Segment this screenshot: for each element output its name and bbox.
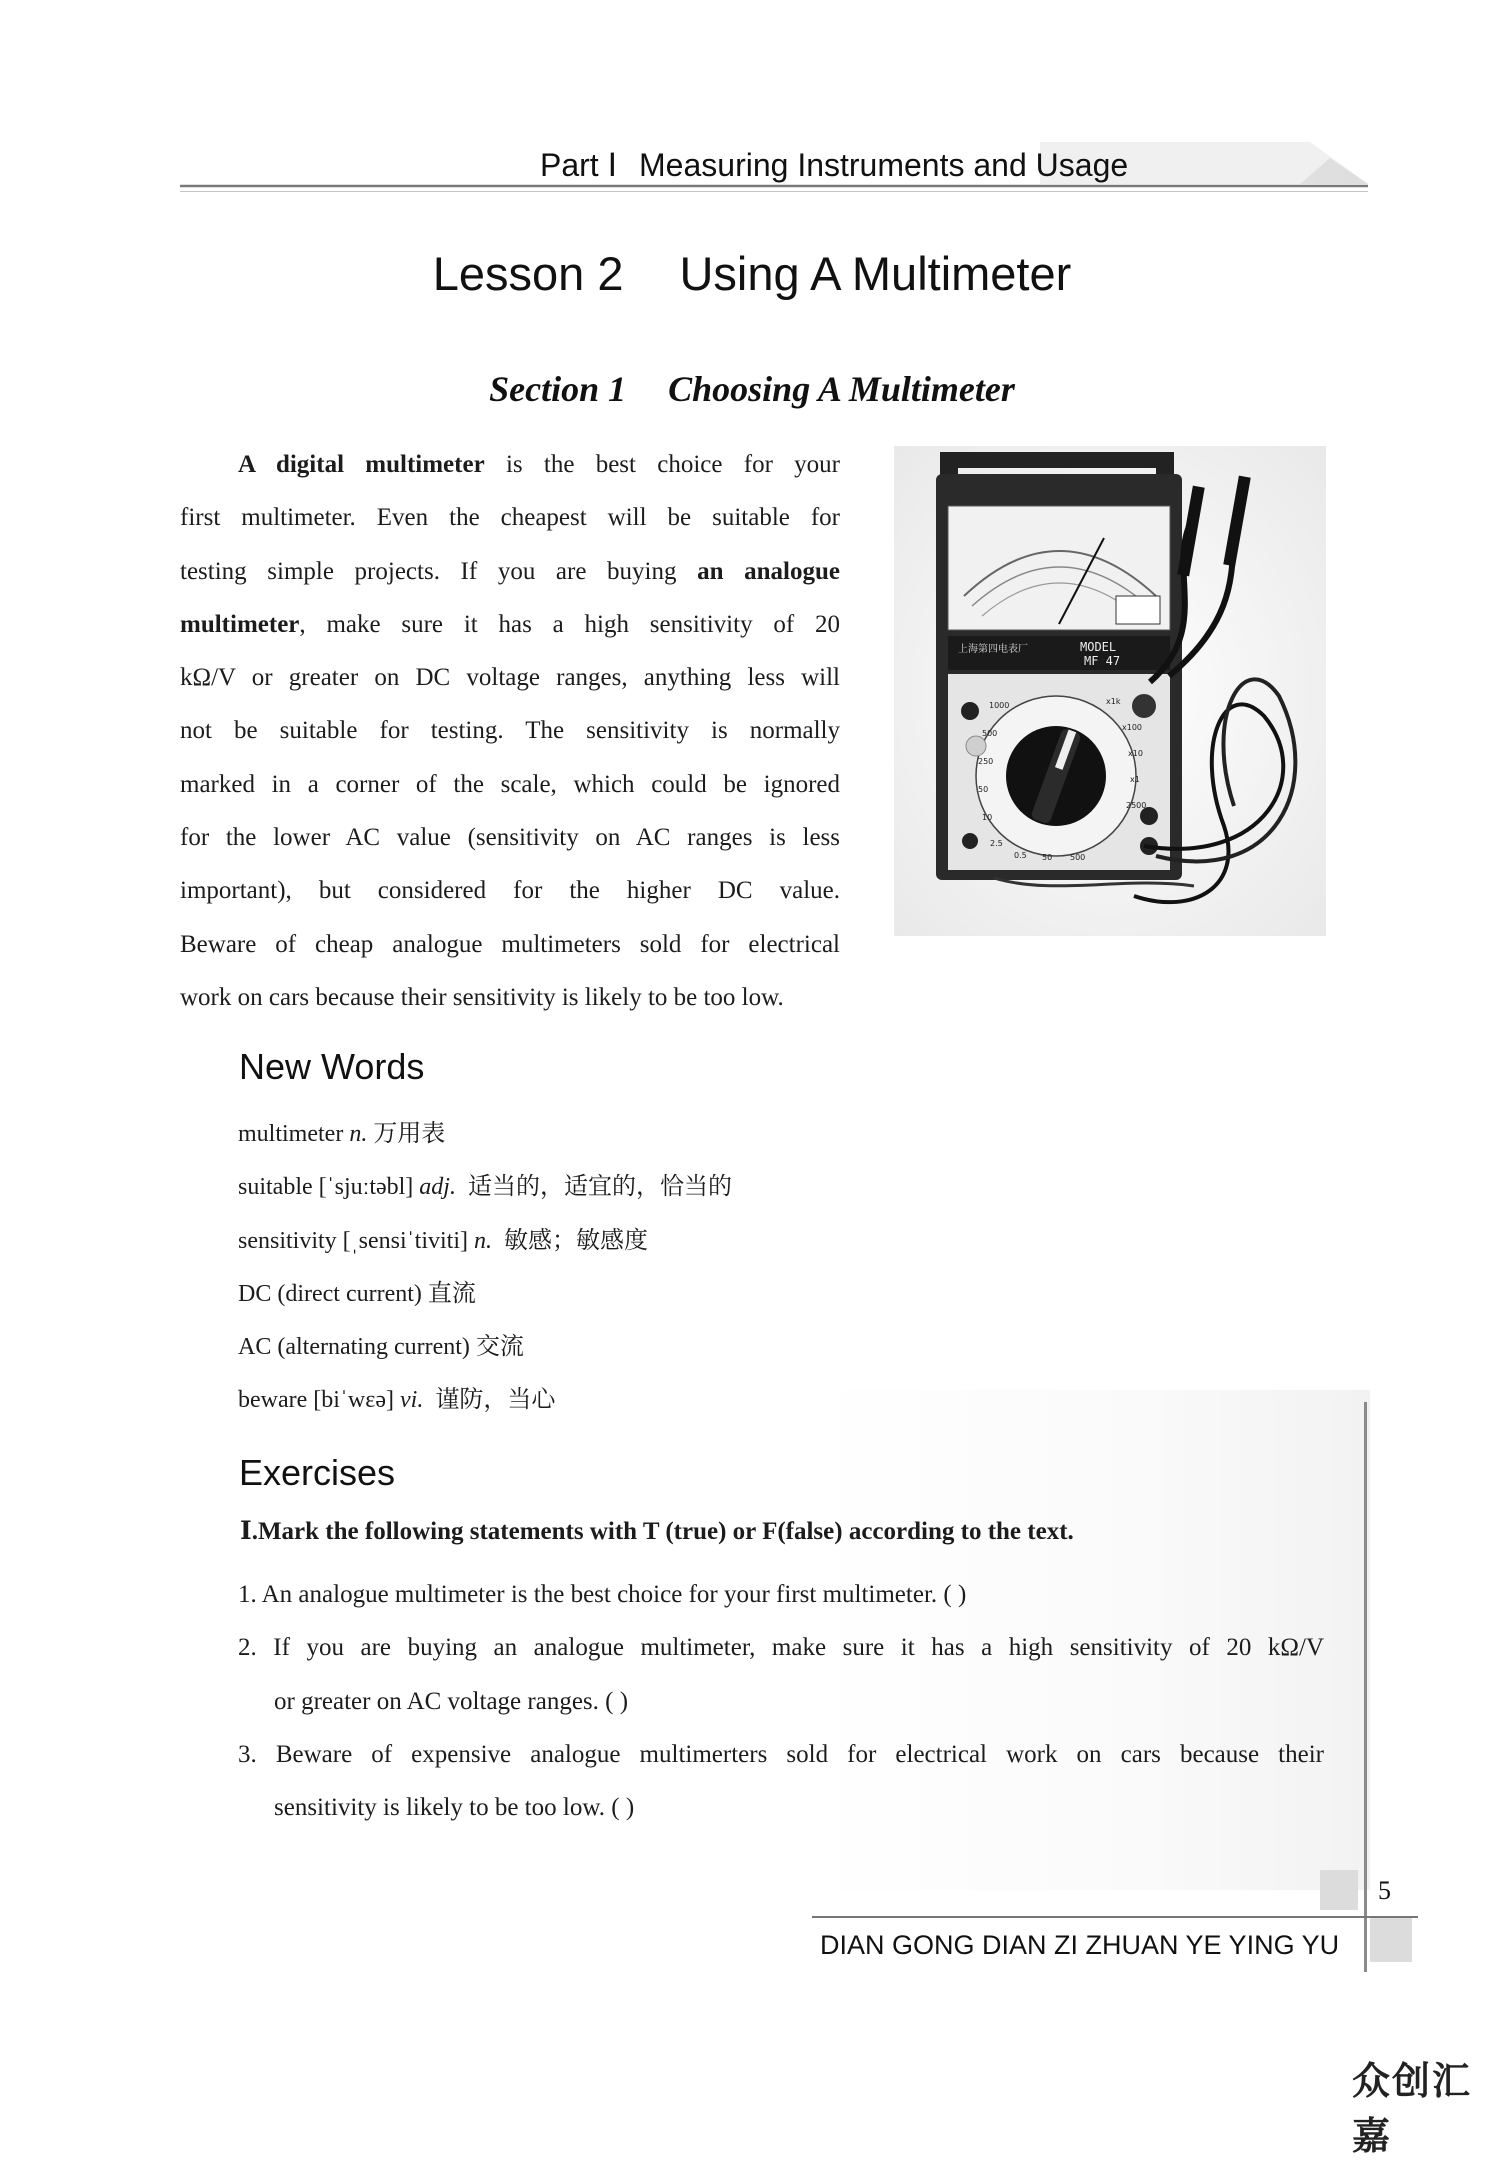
vocab-pron: (alternating current) xyxy=(277,1334,470,1361)
section-name: Choosing A Multimeter xyxy=(668,369,1015,409)
intro-line: first multimeter. Even the cheapest will be suitable for xyxy=(180,504,840,532)
vocab-meaning: 敏感；敏感度 xyxy=(503,1227,648,1254)
intro-line xyxy=(180,438,840,491)
vocab-word: beware xyxy=(238,1387,308,1414)
intro-line xyxy=(180,545,840,598)
running-header xyxy=(540,146,1128,184)
intro-paragraph xyxy=(180,438,840,1024)
vocab-pron: [ˌsensiˈtiviti] xyxy=(342,1227,468,1254)
term-analogue: an analogue xyxy=(697,557,840,585)
question-2-line-1: 2. If you are buying an analogue multimeter, make sure it has a high sensitivity of 20 kΩ/V xyxy=(238,1634,1324,1662)
margin-rule xyxy=(1364,1402,1367,1972)
svg-text:x1: x1 xyxy=(1130,775,1140,784)
term-digital-multimeter: A digital multimeter xyxy=(238,451,485,478)
svg-text:x100: x100 xyxy=(1122,723,1143,732)
intro-line: kΩ/V or greater on DC voltage ranges, anything less will xyxy=(180,664,840,692)
vocab-meaning: 直流 xyxy=(427,1280,476,1307)
watermark-logo: 众创汇嘉 xyxy=(1352,2061,1473,2158)
question-2-line-2: or greater on AC voltage ranges. ( ) xyxy=(274,1687,629,1715)
header-title: Measuring Instruments and Usage xyxy=(639,147,1129,183)
svg-text:500: 500 xyxy=(1070,853,1086,862)
vocab-item xyxy=(238,1108,732,1161)
exercise-instruction-text: Mark the following statements with T (true) or F(false) according to the text. xyxy=(257,1518,1074,1545)
vocab-list xyxy=(238,1108,732,1428)
intro-line: marked in a corner of the scale, which could be ignored xyxy=(180,770,840,798)
lesson-number: Lesson 2 xyxy=(432,247,624,300)
vocab-word: AC xyxy=(238,1334,272,1361)
vocab-item xyxy=(238,1215,732,1268)
intro-line: for the lower AC value (sensitivity on AC ranges is less xyxy=(180,824,840,852)
intro-text: testing simple projects. If you are buying xyxy=(180,557,698,585)
page-number: 5 xyxy=(1378,1876,1391,1905)
exercise-number: Ⅰ. xyxy=(240,1518,258,1545)
model-label: MODEL xyxy=(1080,640,1117,654)
question-3-line-1: 3. Beware of expensive analogue multimerters sold for electrical work on cars because their xyxy=(238,1740,1324,1768)
header-part: Part Ⅰ xyxy=(540,147,618,183)
svg-text:0.5: 0.5 xyxy=(1014,851,1027,860)
footer-rule xyxy=(812,1916,1418,1918)
vocab-pron: (direct current) xyxy=(277,1280,422,1307)
exercises-heading: Exercises xyxy=(239,1452,396,1493)
vocab-item xyxy=(238,1374,732,1427)
model-number: MF 47 xyxy=(1084,654,1121,668)
new-words-heading: New Words xyxy=(239,1046,425,1087)
vocab-item xyxy=(238,1321,732,1374)
svg-text:x10: x10 xyxy=(1128,749,1143,758)
footer-title: DIAN GONG DIAN ZI ZHUAN YE YING YU xyxy=(820,1930,1340,1960)
brand-label: 上海第四电表厂 xyxy=(958,644,1028,655)
multimeter-photo xyxy=(894,446,1326,936)
vocab-meaning: 谨防，当心 xyxy=(435,1387,556,1414)
intro-line: not be suitable for testing. The sensitivity is normally xyxy=(180,717,840,745)
svg-text:2.5: 2.5 xyxy=(990,839,1003,848)
vocab-pron: [biˈwɛə] xyxy=(313,1387,394,1414)
intro-text: , make sure it has a high sensitivity of 20 xyxy=(299,610,840,638)
vocab-meaning: 交流 xyxy=(475,1334,524,1361)
section-number: Section 1 xyxy=(489,369,627,409)
svg-text:500: 500 xyxy=(982,729,998,738)
vocab-word: sensitivity xyxy=(238,1227,337,1254)
intro-line: important), but considered for the higher DC value. xyxy=(180,877,840,905)
section-title xyxy=(0,368,1504,410)
question-list xyxy=(238,1568,1324,1834)
svg-text:50: 50 xyxy=(1042,853,1053,862)
vocab-pos: vi. xyxy=(400,1387,424,1414)
exercise-instruction xyxy=(240,1516,1074,1546)
svg-text:50: 50 xyxy=(978,785,989,794)
lesson-title xyxy=(0,246,1504,301)
lesson-name: Using A Multimeter xyxy=(679,247,1072,300)
vocab-pos: adj. xyxy=(419,1174,456,1201)
intro-text: is the best choice for your xyxy=(484,451,840,478)
vocab-pos: n. xyxy=(349,1121,368,1147)
vocab-item xyxy=(238,1268,732,1321)
intro-line: Beware of cheap analogue multimeters sold for electrical xyxy=(180,930,840,958)
intro-line: work on cars because their sensitivity is likely to be too low. xyxy=(180,983,784,1011)
svg-text:x1k: x1k xyxy=(1106,697,1121,706)
question-1: 1. An analogue multimeter is the best choice for your first multimeter. ( ) xyxy=(238,1581,967,1608)
vocab-item xyxy=(238,1161,732,1214)
vocab-meaning: 万用表 xyxy=(373,1121,446,1147)
footer-box xyxy=(1370,1918,1412,1962)
term-multimeter: multimeter xyxy=(180,610,300,638)
svg-text:1000: 1000 xyxy=(989,701,1010,710)
page-number-box xyxy=(1320,1870,1358,1910)
vocab-pos: n. xyxy=(473,1227,492,1254)
vocab-word: DC xyxy=(238,1280,272,1307)
vocab-word: multimeter xyxy=(238,1121,344,1147)
vocab-meaning: 适当的，适宜的，恰当的 xyxy=(467,1174,732,1201)
question-3-line-2: sensitivity is likely to be too low. ( ) xyxy=(274,1794,635,1822)
intro-line xyxy=(180,598,840,651)
vocab-pron: [ˈsjuːtəbl] xyxy=(318,1174,414,1201)
svg-text:10: 10 xyxy=(982,813,993,822)
svg-text:250: 250 xyxy=(978,757,994,766)
vocab-word: suitable xyxy=(238,1174,313,1201)
svg-text:2500: 2500 xyxy=(1126,801,1147,810)
